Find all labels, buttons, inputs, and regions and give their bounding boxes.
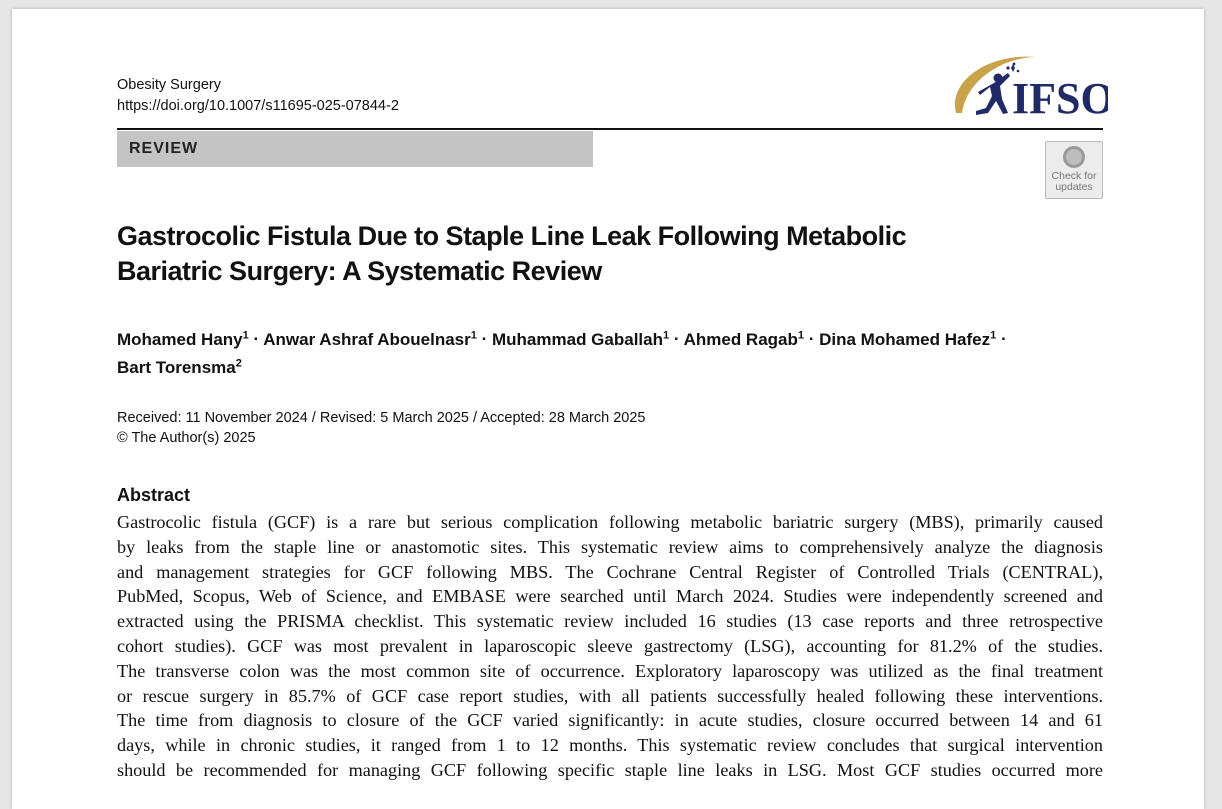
journal-info (117, 75, 399, 117)
ifso-logo (948, 51, 1108, 121)
abstract-line: cohort studies). GCF was most prevalent in laparoscopic sleeve gastrectomy (LSG), accounting for 81.2% of the studies. (117, 635, 1103, 656)
check-for-updates-button[interactable]: Check for updates (1045, 141, 1103, 199)
author[interactable]: Dina Mohamed Hafez$^1$ (819, 329, 997, 349)
author[interactable]: Mohamed Hany$^1$ (117, 329, 249, 349)
journal-name: Obesity Surgery (117, 77, 221, 93)
author[interactable]: Muhammad Gaballah$^1$ (492, 329, 670, 349)
article-title: Gastrocolic Fistula Due to Staple Line Leak Following Metabolic Bariatric Surgery: A Systematic Review (117, 221, 907, 286)
author[interactable]: Anwar Ashraf Abouelnasr$^1$ (263, 329, 477, 349)
abstract-body (117, 510, 1103, 783)
abstract-line: The transverse colon was the most common site of occurrence. Exploratory laparoscopy was utilized as the final treatment (117, 660, 1103, 681)
crossmark-icon (1063, 146, 1085, 168)
abstract-line: extracted using the PRISMA checklist. This systematic review included 16 studies (13 case reports and three retrospective (117, 611, 1103, 632)
abstract-line: Gastrocolic fistula (GCF) is a rare but serious complication following metabolic bariatric surgery (MBS), primarily caused (117, 512, 1103, 532)
author-list: Mohamed Hany$^1$ · Anwar Ashraf Abouelnasr$^1$ · Muhammad Gaballah$^1$ · Ahmed Ragab$^1$ · Dina Mohamed Hafez$^1$ · Bart Torensma$^2$ (117, 329, 1007, 378)
abstract-line: The time from diagnosis to closure of the GCF varied significantly: in acute studies, closure occurred between 14 and 61 (117, 710, 1103, 731)
svg-text:IFSO: IFSO (1012, 74, 1108, 121)
abstract-line: and management strategies for GCF following MBS. The Cochrane Central Register of Controlled Trials (CENTRAL), (117, 561, 1103, 582)
abstract-line: by leaks from the staple line or anastomotic sites. This systematic review aims to comprehensively analyze the diagnosis (117, 536, 1103, 557)
header-rule (117, 128, 1103, 130)
section-label: REVIEW (129, 140, 199, 157)
abstract-line: should be recommended for managing GCF following specific staple line leaks in LSG. Most GCF studies occurred more (117, 759, 1103, 780)
author[interactable]: Bart Torensma$^2$ (117, 357, 242, 378)
abstract-line: PubMed, Scopus, Web of Science, and EMBASE were searched until March 2024. Studies were independently screened and (117, 586, 1103, 607)
article-dates: Received: 11 November 2024 / Revised: 5 March 2025 / Accepted: 28 March 2025 © The Author(s) 2025 (117, 410, 646, 446)
abstract-line: days, while in chronic studies, it ranged from 1 to 12 months. This systematic review concludes that surgical intervention (117, 735, 1103, 756)
section-banner (117, 131, 593, 167)
doi-link[interactable]: https://doi.org/10.1007/s11695-025-07844-2 (117, 98, 399, 114)
pdf-page (12, 9, 1204, 809)
abstract-line: or rescue surgery in 85.7% of GCF case report studies, with all patients successfully healed following these interventions. (117, 685, 1103, 706)
author[interactable]: Ahmed Ragab$^1$ (683, 329, 805, 349)
abstract-heading: Abstract (117, 485, 191, 505)
